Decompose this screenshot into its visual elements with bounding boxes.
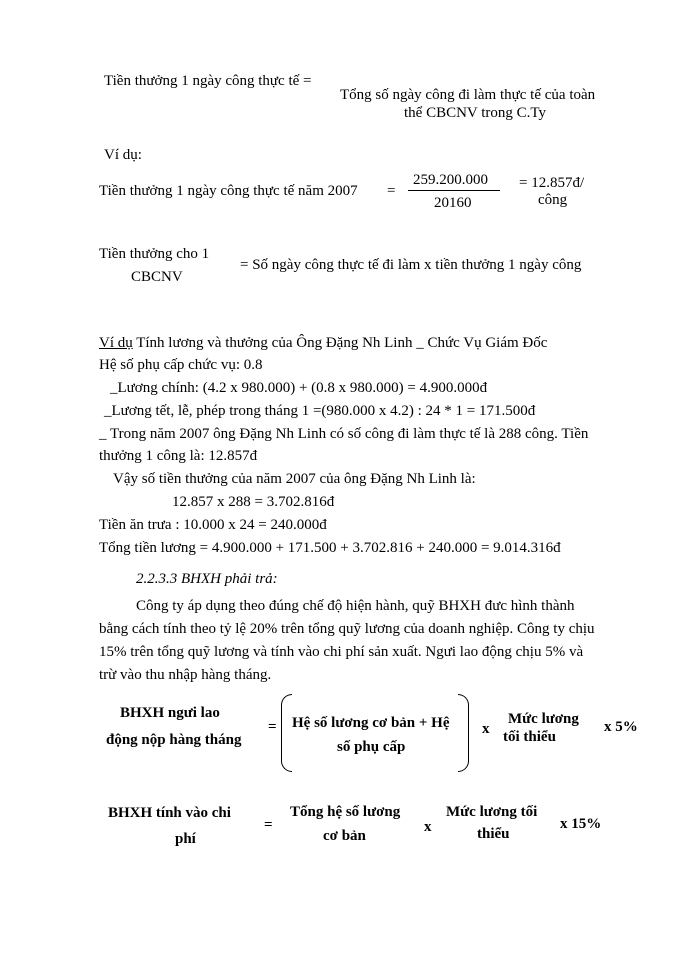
calc-line-8: Tổng tiền lương = 4.900.000 + 171.500 + 3.702.816 + 240.000 = 9.014.316đ bbox=[99, 540, 561, 556]
bhxh2-equals: = bbox=[264, 817, 273, 833]
example-numerator: 259.200.000 bbox=[413, 172, 488, 188]
bhxh1-inner-line2: số phụ cấp bbox=[337, 739, 406, 755]
example-result-line1: = 12.857đ/ bbox=[519, 175, 585, 191]
bhxh1-equals: = bbox=[268, 719, 277, 735]
bhxh1-left-paren bbox=[281, 694, 292, 772]
formula1-lhs: Tiền thưởng 1 ngày công thực tế = bbox=[104, 73, 312, 89]
example-lhs: Tiền thưởng 1 ngày công thực tế năm 2007 bbox=[99, 183, 358, 199]
bhxh2-inner-line1: Tổng hệ số lương bbox=[290, 804, 401, 820]
formula2-rhs: = Số ngày công thực tế đi làm x tiền thưởng 1 ngày công bbox=[240, 257, 582, 273]
calc-line-3: _Lương tết, lễ, phép trong tháng 1 =(980.000 x 4.2) : 24 * 1 = 171.500đ bbox=[104, 403, 536, 419]
bhxh2-lhs-line1: BHXH tính vào chi bbox=[108, 805, 231, 821]
bhxh1-mid-line2: tối thiểu bbox=[503, 729, 556, 745]
formula1-rhs-line1: Tổng số ngày công đi làm thực tế của toàn bbox=[340, 87, 596, 103]
bhxh2-lhs-line2: phí bbox=[175, 831, 196, 847]
section-para-line2: bằng cách tính theo tỷ lệ 20% trên tổng quỹ lương của doanh nghiệp. Công ty chịu bbox=[99, 621, 595, 637]
calc-line-5: Vậy số tiền thưởng của năm 2007 của ông Đặng Nh Linh là: bbox=[113, 471, 476, 487]
example-denominator: 20160 bbox=[434, 195, 472, 211]
bhxh1-right-paren bbox=[458, 694, 469, 772]
bhxh1-tail: x 5% bbox=[604, 719, 638, 735]
calc-line-7: Tiền ăn trưa : 10.000 x 24 = 240.000đ bbox=[99, 517, 327, 533]
formula2-lhs-line2: CBCNV bbox=[131, 269, 183, 285]
bhxh2-tail: x 15% bbox=[560, 816, 602, 832]
formula2-lhs-line1: Tiền thưởng cho 1 bbox=[99, 246, 210, 262]
bhxh2-inner-line2: cơ bản bbox=[323, 828, 366, 844]
example-equals: = bbox=[387, 183, 396, 199]
calc-line-1: Hệ số phụ cấp chức vụ: 0.8 bbox=[99, 357, 263, 373]
calc-example-heading bbox=[99, 334, 547, 352]
bhxh1-mid-line1: Mức lương bbox=[508, 711, 579, 727]
example-result-line2: công bbox=[538, 192, 568, 208]
calc-line-4a: _ Trong năm 2007 ông Đặng Nh Linh có số công đi làm thực tế là 288 công. Tiền bbox=[99, 426, 589, 442]
bhxh2-mid-line1: Mức lương tối bbox=[446, 804, 538, 820]
calc-line-2: _Lương chính: (4.2 x 980.000) + (0.8 x 980.000) = 4.900.000đ bbox=[110, 380, 488, 396]
calc-line-6: 12.857 x 288 = 3.702.816đ bbox=[172, 494, 335, 510]
bhxh1-lhs-line1: BHXH ngưi lao bbox=[120, 705, 220, 721]
formula1-rhs-line2: thể CBCNV trong C.Ty bbox=[404, 105, 547, 121]
bhxh1-inner-line1: Hệ số lương cơ bản + Hệ bbox=[292, 715, 450, 731]
calc-line-4b: thưởng 1 công là: 12.857đ bbox=[99, 448, 258, 464]
fraction-bar bbox=[408, 190, 500, 191]
calc-example-text: Tính lương và thưởng của Ông Đặng Nh Linh _ Chức Vụ Giám Đốc bbox=[132, 335, 548, 351]
section-para-line4: trừ vào thu nhập hàng tháng. bbox=[99, 667, 272, 683]
bhxh1-times-1: x bbox=[482, 721, 490, 737]
section-heading: 2.2.3.3 BHXH phải trả: bbox=[136, 571, 278, 587]
section-para-line3: 15% trên tổng quỹ lương và tính vào chi phí sản xuất. Ngưi lao động chịu 5% và bbox=[99, 644, 584, 660]
section-para-line1: Công ty áp dụng theo đúng chế độ hiện hành, quỹ BHXH đưc hình thành bbox=[136, 598, 575, 614]
bhxh2-times-1: x bbox=[424, 819, 432, 835]
example-label: Ví dụ: bbox=[104, 147, 142, 163]
calc-example-label: Ví dụ bbox=[99, 335, 133, 351]
bhxh2-mid-line2: thiểu bbox=[477, 826, 510, 842]
bhxh1-lhs-line2: động nộp hàng tháng bbox=[106, 732, 242, 748]
